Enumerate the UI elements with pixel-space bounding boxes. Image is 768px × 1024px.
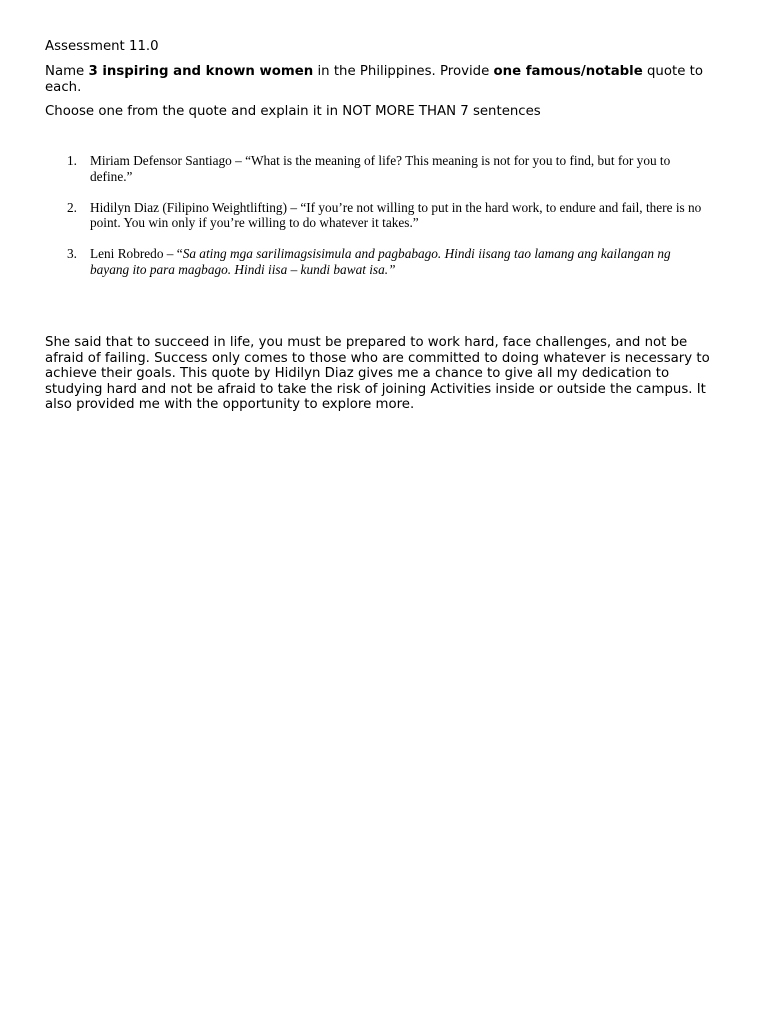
list-item <box>67 153 707 184</box>
quote-text: “What is the meaning of life? This meaning is not for you to find, but for you to define.” <box>90 153 671 184</box>
quote-entry <box>90 246 671 277</box>
instruction-text: quote to each. <box>45 64 703 95</box>
quote-entry <box>90 200 701 231</box>
list-item <box>67 200 707 231</box>
instruction-emphasis: 3 inspiring and known women <box>88 64 314 79</box>
quote-text: Sa ating mga sarilimagsisimula and pagbabago. Hindi iisang tao lamang ang kailangan ng bayang ito para magbago. Hindi iisa – kundi bawat isa.” <box>90 246 671 277</box>
instruction-text: Name <box>45 64 89 79</box>
list-number: 2. <box>67 199 77 215</box>
list-number: 3. <box>67 246 77 261</box>
instruction-text: in the Philippines. Provide <box>313 64 494 79</box>
quote-entry <box>90 153 670 184</box>
instruction-line-2: Choose one from the quote and explain it in NOT MORE THAN 7 sentences <box>45 104 541 119</box>
quote-author: Miriam Defensor Santiago – <box>90 153 246 168</box>
quote-list <box>67 153 707 293</box>
quote-author: Hidilyn Diaz (Filipino Weightlifting) – <box>90 199 301 215</box>
list-item <box>67 246 707 277</box>
list-number: 1. <box>67 153 77 168</box>
instruction-emphasis: one famous/notable <box>493 64 643 79</box>
quote-author: Leni Robredo – “ <box>90 246 183 261</box>
instruction-line <box>45 64 723 95</box>
document-title: Assessment 11.0 <box>45 39 159 54</box>
answer-paragraph: She said that to succeed in life, you must be prepared to work hard, face challenges, and not be afraid of failing. Success only comes to those who are committed to doing whatever is necessary to achieve their goals. This quote by Hidilyn Diaz gives me a chance to give all my dedication to studying hard and not be afraid to take the risk of joining Activities inside or outside the campus. It also provided me with the opportunity to explore more. <box>45 335 710 412</box>
quote-text: “If you’re not willing to put in the hard work, to endure and fail, there is no point. You win only if you’re willing to do whatever it takes.” <box>90 199 702 230</box>
